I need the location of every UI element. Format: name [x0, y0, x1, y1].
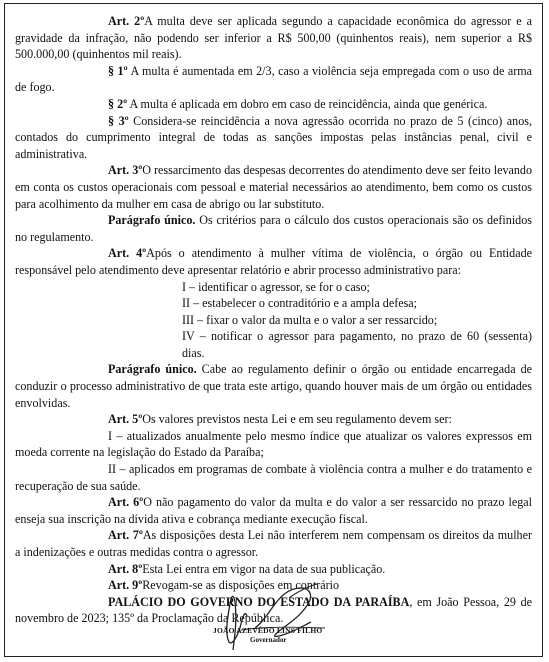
- art4-sole-paragraph: [15, 361, 532, 411]
- art3-text: O ressarcimento das despesas decorrentes do atendimento deve ser feito levando em conta os custos operacionais com pessoal e material necessários ao atendimento, bem como os custos para acolhimento da mulher em casa de abrigo ou lar substituto.: [15, 163, 533, 211]
- art2: [15, 13, 532, 63]
- art4-pu-text: Cabe ao regulamento definir o órgão ou entidade encarregada de conduzir o processo administrativo de que trata este artigo, quando houver mais de um órgão ou entidades envolvidas.: [15, 362, 532, 410]
- art5-item-i: I – atualizados anualmente pelo mesmo índice que atualizar os valores expressos em moeda corrente na legislação do Estado da Paraíba;: [15, 428, 532, 460]
- art2-p3-label: § 3º: [108, 113, 129, 128]
- art4-item-iv: IV – notificar o agressor para pagamento, no prazo de 60 (sessenta) dias.: [182, 329, 532, 360]
- law-text: [15, 13, 532, 627]
- art7-text: As disposições desta Lei não interferem nem compensam os direitos da mulher a indenizações e outras medidas contra o agressor.: [15, 528, 533, 559]
- art6: [15, 494, 532, 527]
- signatory-name: JOÃO AZEVÊDO LINS FILHO: [213, 626, 323, 635]
- art2-p2: [15, 96, 532, 113]
- art8: [15, 561, 532, 578]
- art3: [15, 162, 532, 212]
- art7-label: Art. 7º: [108, 528, 143, 543]
- art7: [15, 527, 532, 560]
- art5-text: Os valores previstos nesta Lei e em seu regulamento devem ser:: [142, 412, 452, 427]
- art2-p1-label: § 1º: [108, 63, 128, 78]
- art4: [15, 245, 532, 278]
- art8-text: Esta Lei entra em vigor na data de sua publicação.: [142, 561, 386, 576]
- art3-label: Art. 3º: [108, 163, 143, 178]
- art8-label: Art. 8º: [108, 561, 143, 576]
- art4-text: Após o atendimento à mulher vítima de violência, o órgão ou Entidade responsável pelo atendimento deve apresentar relatório e abrir processo administrativo para:: [15, 246, 532, 277]
- signatory-role: Governador: [250, 636, 287, 644]
- art2-p1: [15, 63, 532, 96]
- art3-sole-paragraph: [15, 212, 532, 245]
- art5-label: Art. 5º: [108, 412, 143, 427]
- art4-label: Art. 4º: [108, 246, 147, 261]
- art6-label: Art. 6º: [108, 495, 144, 510]
- document-page: [4, 3, 543, 657]
- art5: [15, 411, 532, 428]
- art5-item-ii: II – aplicados em programas de combate à violência contra a mulher e do tratamento e recuperação de sua saúde.: [15, 462, 532, 493]
- art2-p3-text: Considera-se reincidência a nova agressão ocorrida no prazo de 5 (cinco) anos, contados do cumprimento integral de todas as sanções impostas pelas instâncias penal, civil e administrativa.: [15, 113, 533, 161]
- art2-p2-text: A multa é aplicada em dobro em caso de reincidência, ainda que genérica.: [127, 96, 488, 111]
- art2-p2-label: § 2º: [108, 96, 128, 111]
- art2-text: A multa deve ser aplicada segundo a capacidade econômica do agressor e a gravidade da infração, não podendo ser inferior a R$ 500,00 (quinhentos reais), nem superior a R$ 500.000,00 (quinhentos mil reais).: [15, 14, 532, 62]
- art6-text: O não pagamento do valor da multa e do valor a ser ressarcido no prazo legal enseja sua inscrição na dívida ativa e cobrança mediante execução fiscal.: [15, 495, 532, 526]
- art3-pu-label: Parágrafo único.: [108, 213, 196, 228]
- art9-label: Art. 9º: [108, 578, 143, 593]
- art4-item-iii: III – fixar o valor da multa e o valor a ser ressarcido;: [182, 312, 438, 327]
- art9-text: Revogam-se as disposições em contrário: [142, 578, 340, 593]
- art2-p3: [15, 113, 532, 163]
- palace-label: PALÁCIO DO GOVERNO DO ESTADO DA PARAÍBA: [108, 594, 410, 609]
- art4-item-ii: II – estabelecer o contraditório e a ampla defesa;: [182, 296, 418, 311]
- art4-pu-label: Parágrafo único.: [108, 362, 197, 377]
- art4-item-i: I – identificar o agressor, se for o caso;: [182, 279, 370, 294]
- art2-p1-text: A multa é aumentada em 2/3, caso a violência seja empregada com o uso de arma de fogo.: [15, 63, 532, 95]
- palace-text: , em João Pessoa, 29 de novembro de 2023; 135º da Proclamação da República.: [15, 594, 532, 626]
- art2-label: Art. 2º: [108, 14, 145, 28]
- art3-pu-text: Os critérios para o cálculo dos custos operacionais são os definidos no regulamento.: [15, 213, 532, 244]
